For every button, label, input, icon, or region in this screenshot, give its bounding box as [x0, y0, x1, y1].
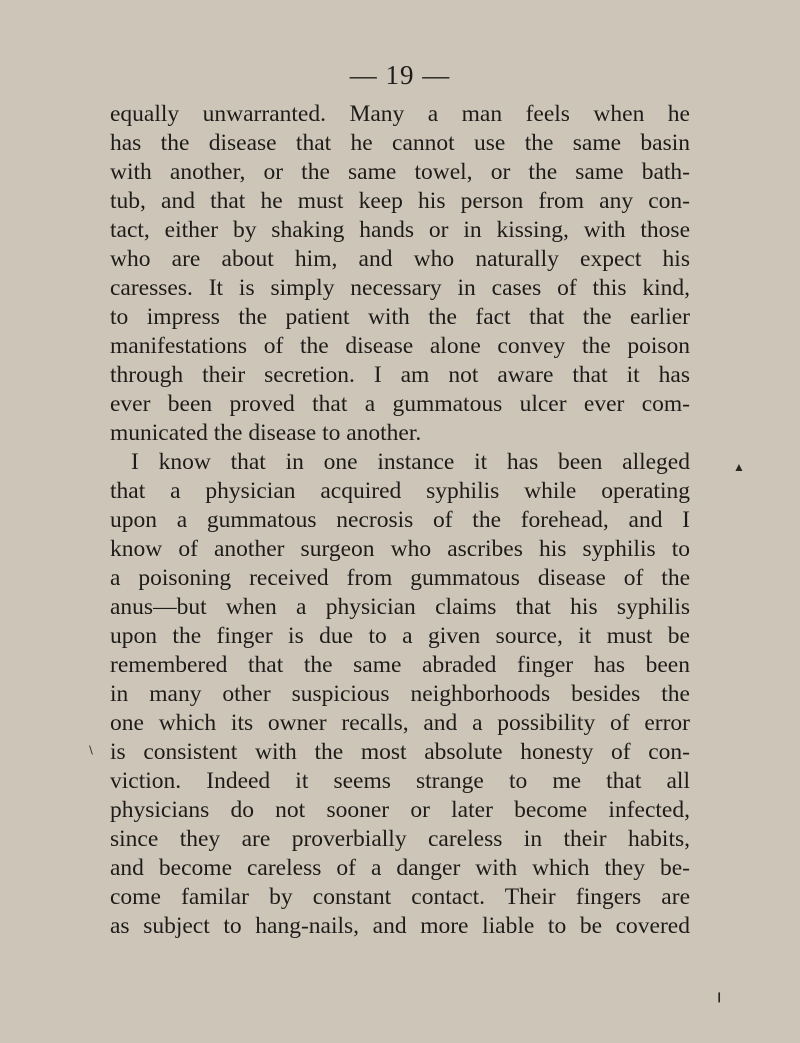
margin-mark-icon: ▲ — [733, 460, 745, 474]
text-line: upon a gummatous necrosis of the forehead, and I — [110, 507, 690, 533]
paragraph-1 — [110, 100, 690, 448]
text-line: since they are proverbially careless in their habits, — [110, 826, 690, 852]
text-line: upon the finger is due to a given source, it must be — [110, 623, 690, 649]
body-text — [110, 100, 690, 941]
text-line: manifestations of the disease alone convey the poison — [110, 333, 690, 359]
margin-dot-icon: ❙ — [715, 992, 724, 1003]
margin-tick-icon: ∖ — [87, 745, 95, 757]
text-line: remembered that the same abraded finger has been — [110, 652, 690, 678]
text-line: who are about him, and who naturally expect his — [110, 246, 690, 272]
text-line: ever been proved that a gummatous ulcer ever com- — [110, 391, 690, 417]
text-line: to impress the patient with the fact that the earlier — [110, 304, 690, 330]
text-line: through their secretion. I am not aware that it has — [110, 362, 690, 388]
text-line: a poisoning received from gummatous disease of the — [110, 565, 690, 591]
text-line: has the disease that he cannot use the same basin — [110, 130, 690, 156]
text-line: come familar by constant contact. Their fingers are — [110, 884, 690, 910]
text-line: equally unwarranted. Many a man feels when he — [110, 101, 690, 127]
text-line: with another, or the same towel, or the same bath- — [110, 159, 690, 185]
text-line: anus—but when a physician claims that his syphilis — [110, 594, 690, 620]
paragraph-2 — [110, 448, 690, 941]
page-number-header: — 19 — — [349, 60, 451, 90]
text-line: as subject to hang-nails, and more liable to be covered — [110, 913, 690, 939]
text-line: is consistent with the most absolute honesty of con- — [110, 739, 690, 765]
text-line: one which its owner recalls, and a possibility of error — [110, 710, 690, 736]
text-line: that a physician acquired syphilis while operating — [110, 478, 690, 504]
text-line: caresses. It is simply necessary in cases of this kind, — [110, 275, 690, 301]
text-line: viction. Indeed it seems strange to me that all — [110, 768, 690, 794]
text-line: physicians do not sooner or later become infected, — [110, 797, 690, 823]
text-line: in many other suspicious neighborhoods besides the — [110, 681, 690, 707]
text-line: I know that in one instance it has been alleged — [131, 449, 690, 475]
text-line: municated the disease to another. — [110, 420, 422, 446]
text-line: tact, either by shaking hands or in kissing, with those — [110, 217, 690, 243]
text-line: and become careless of a danger with which they be- — [110, 855, 690, 881]
text-line: tub, and that he must keep his person from any con- — [110, 188, 690, 214]
text-line: know of another surgeon who ascribes his syphilis to — [110, 536, 690, 562]
